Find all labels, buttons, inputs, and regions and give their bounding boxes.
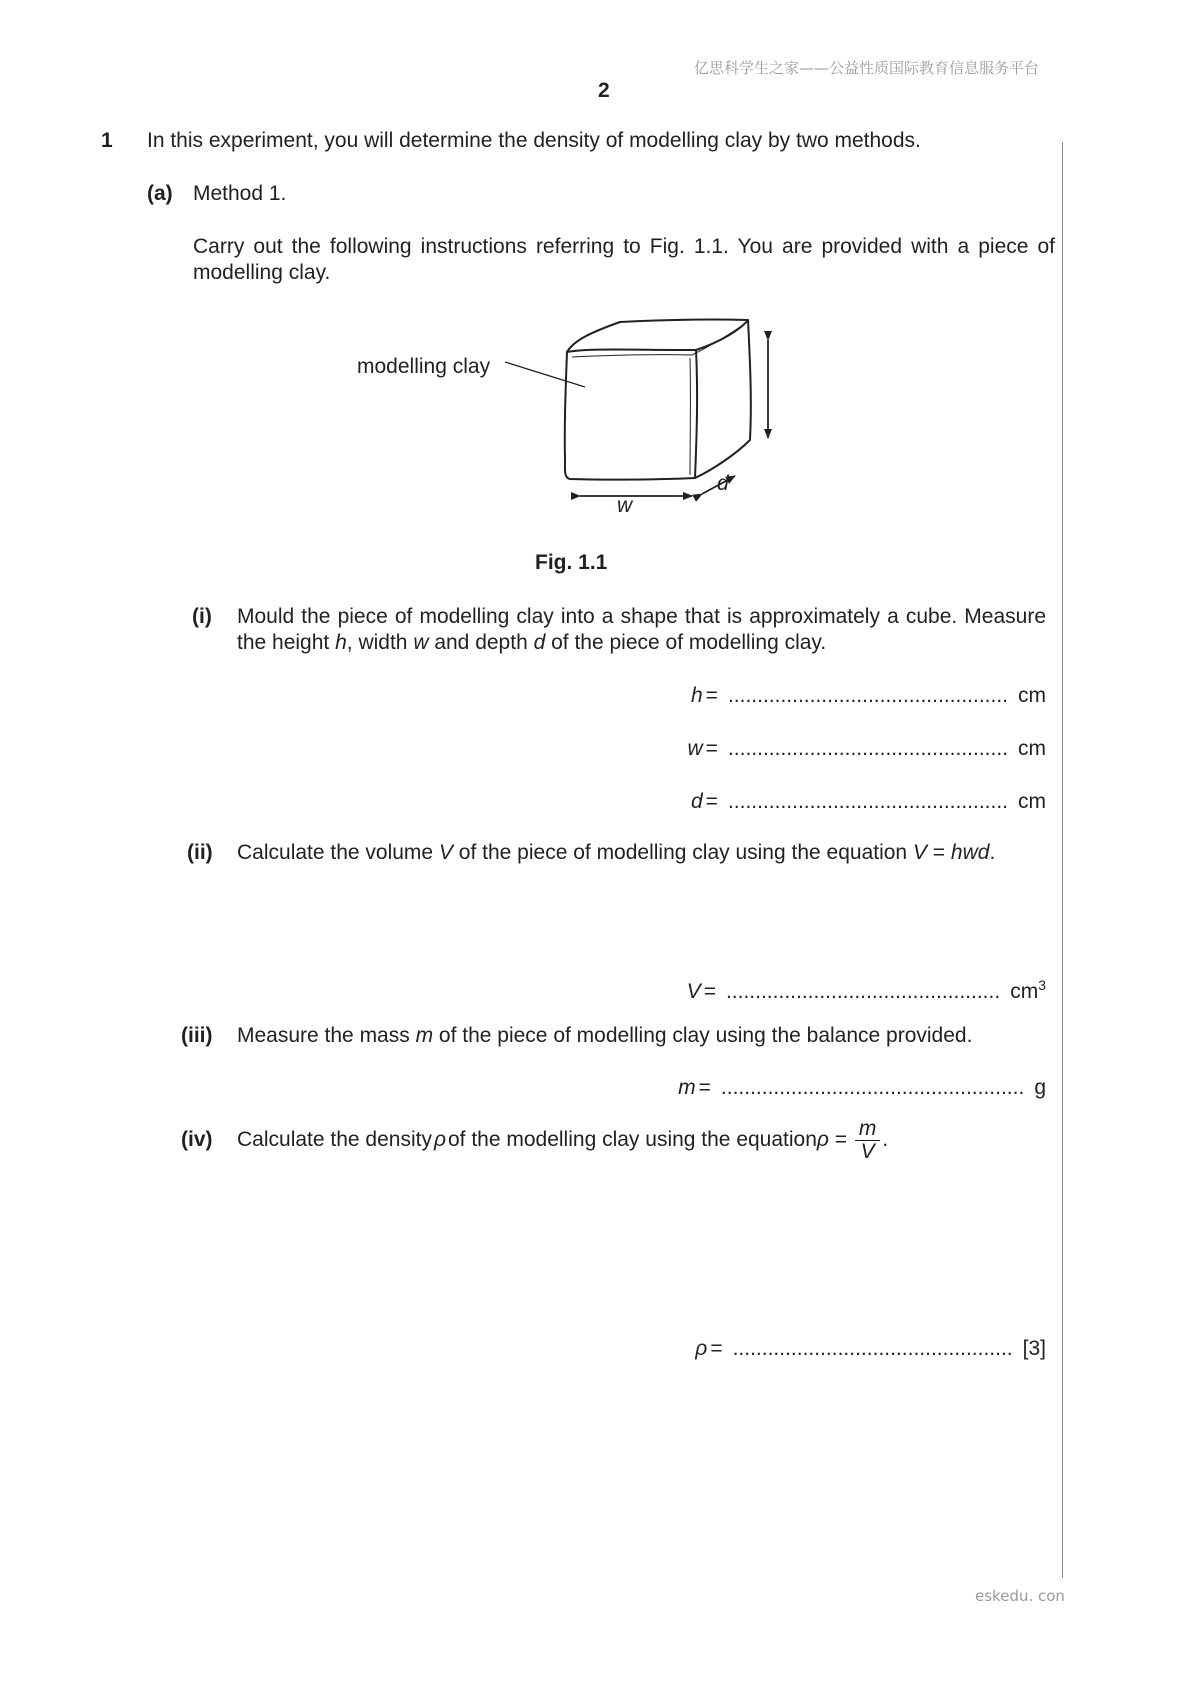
sub-iii-text: Measure the mass m of the piece of modelling clay using the balance provided. [237,1024,973,1047]
header-watermark: 亿思科学生之家——公益性质国际教育信息服务平台 [694,59,1040,77]
sub-iv-label: (iv) [181,1128,213,1151]
label-w: w [617,494,633,517]
answer-line-h[interactable]: h = ................................................ cm [690,684,1046,707]
footer-watermark: eskedu. con [975,1587,1065,1605]
question-number: 1 [101,129,113,152]
answer-line-rho[interactable]: ρ = ................................................ [3] [695,1337,1046,1360]
sub-i-text: Mould the piece of modelling clay into a shape that is approximately a cube. Measure the height h, width w and depth d of the piece of modelling clay. [237,605,1046,654]
part-a-label: (a) [147,182,173,205]
sub-ii-label: (ii) [187,841,213,864]
cube-texture [572,325,743,475]
answer-line-d[interactable]: d = ................................................ cm [690,790,1046,813]
label-modelling-clay: modelling clay [357,355,491,378]
label-d: d [717,472,729,495]
cube-outline [565,320,751,480]
answer-line-w[interactable]: w = ................................................ cm [687,737,1046,760]
density-fraction: $\frac{m}{V}$ [855,1118,881,1163]
part-a-title: Method 1. [193,182,287,205]
clay-cube-figure [340,310,840,540]
answer-line-V[interactable]: V = ............................................... $cm^3$ [686,977,1046,1003]
figure-caption: Fig. 1.1 [535,551,608,574]
answer-line-m[interactable]: m = .................................................... g [678,1076,1046,1099]
sub-iv-text: Calculate the density ρ of the modelling clay using the equation ρ = $\frac{m}{V}$ . [237,1116,889,1163]
sub-ii-text: Calculate the volume V of the piece of modelling clay using the equation V = hwd. [237,841,996,864]
page-number: 2 [598,79,610,102]
margin-line [1062,142,1063,1578]
part-a-instructions: Carry out the following instructions referring to Fig. 1.1. You are provided with a piece of modelling clay. [193,235,1055,284]
clay-leader-line [505,362,585,387]
sub-iii-label: (iii) [181,1024,213,1047]
question-intro: In this experiment, you will determine the density of modelling clay by two methods. [147,129,921,152]
sub-i-label: (i) [192,605,212,628]
